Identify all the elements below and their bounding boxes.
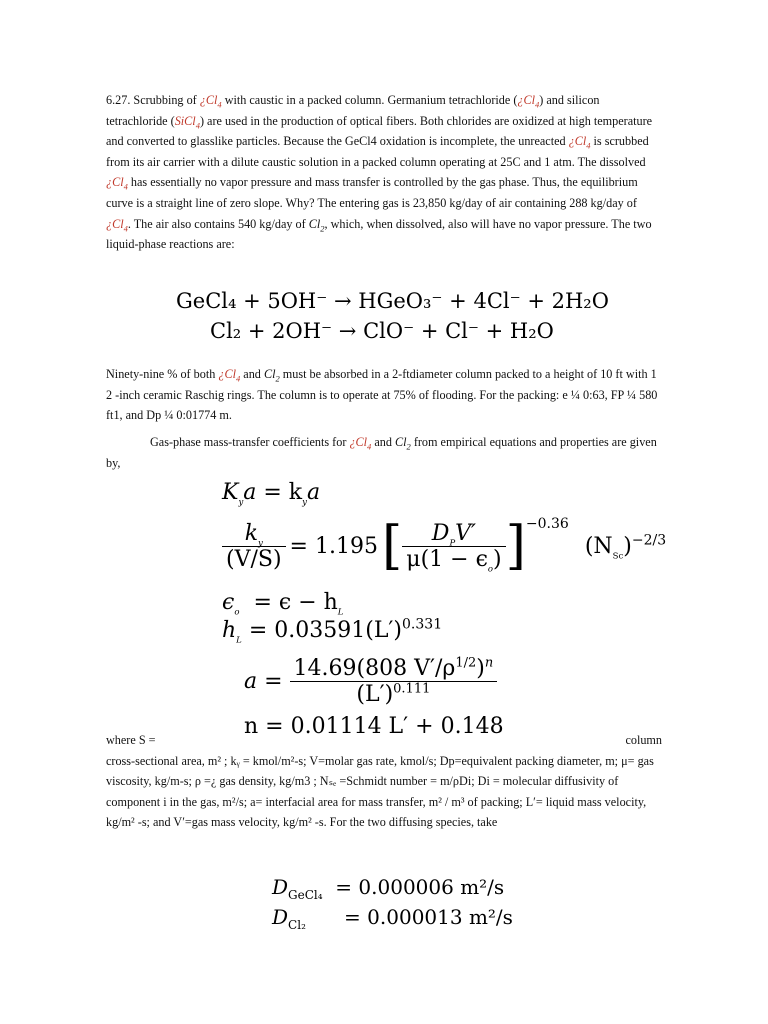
symbol: ¿$Cl_4$ [218,367,241,384]
symbol: ¿$Cl_4$ [349,435,372,452]
symbol: ¿$Cl_4$ [568,134,591,151]
diffusivity-cl2: $D_{Cl_2}$ = 0.000013 m²/s [272,905,513,932]
text: is scrubbed from its air carrier with a dilute caustic solution in a packed column operating at 25C and 1 atm. The dissolved [106,134,649,169]
equation-kya: $K_ya = k_ya$ [222,480,321,508]
symbol: $Cl_2$ [395,435,411,452]
text: and [371,435,395,449]
symbol: ¿$Cl_4$ [199,93,222,110]
symbol: ¿$Cl_4$ [106,175,128,192]
equation-a: a = $\frac{14.69(808 V'/\rho^{1/2})^n}{(L')^{0.111}}$ [222,648,666,714]
problem-statement [106,90,662,255]
text: . The air also contains 540 kg/day of [127,216,309,231]
definitions-text: cross-sectional area, m² ; kᵧ = kmol/m²-s; V=molar gas rate, kmol/s; Dp=equivalent packing diameter, m; μ= gas viscosity, kg/m-s; ρ =¿ gas density, kg/m3 ; Nₛₑ =Schmidt number = m/ρDi; Di = molecular diffusivity of component i in the gas, m²/s; a= interfacial area for mass transfer, m² / m³ of packing; L′= liquid mass velocity, kg/m² -s; and V′=gas mass velocity, kg/m² -s. For the two diffusing species, take [106,753,654,830]
symbol: SiCl$_4$ [174,113,200,131]
symbol: $Cl_2$ [308,216,325,233]
text: with caustic in a packed column. Germanium tetrachloride ( [221,93,518,107]
text: has essentially no vapor pressure and mass transfer is controlled by the gas phase. Thus, the equilibrium curve is a straight line of zero slope. Why? The entering gas is 23,850 kg/day of air containing 288 kg/day of [106,175,638,210]
text: Ninety-nine % of both [106,367,219,381]
reaction-1: GeCl₄ + 5OH⁻ → HGeO₃⁻ + 4Cl⁻ + 2H₂O [176,289,609,313]
symbol: ¿$Cl_4$ [106,216,128,233]
equation-block [222,480,666,744]
diffusivity-equations [272,872,513,932]
paragraph-coefficients [106,432,662,473]
equation-eps: $\epsilon_o = \epsilon - h_L$ [222,590,344,618]
diffusivity-gecl4: $D_{GeCl_4} = 0.000006$ m²/s [272,875,505,902]
text: from empirical equations and properties are given by, [106,435,657,470]
text: must be absorbed in a 2-ftdiameter column packed to a height of 10 ft with 1 2 -inch ceramic Raschig rings. The column is to operate at 75% of flooding. For the packing: e ¼ 0:63, FP ¼ 580 ft1, and Dp ¼ 0:01774 m. [106,367,658,423]
paragraph-definitions [106,730,662,833]
text: where S = [106,733,156,747]
reaction-equations [176,286,609,346]
where-line [106,730,662,751]
reaction-2: Cl₂ + 2OH⁻ → ClO⁻ + Cl⁻ + H₂O [210,319,554,343]
text: ) and silicon tetrachloride ( [106,93,600,128]
text: column [625,733,662,747]
text: 6.27. Scrubbing of [106,93,200,107]
text: , which, when dissolved, also will have no vapor pressure. The two liquid-phase reactions are: [106,216,652,252]
symbol: ¿$Cl_4$ [517,93,540,110]
symbol: $Cl_2$ [263,367,280,384]
text: Gas-phase mass-transfer coefficients for [150,435,350,449]
paragraph-absorption [106,364,662,426]
equation-hl: $h_L = 0.03591(L')^{0.331}$ [222,616,443,646]
text: and [240,367,264,381]
equation-ky: $\frac{k_y}{(V/S)}$ = 1.195 [ $\frac{D_PV'}{\mu(1 - \epsilon_o)}$ ] $^{-0.36}$ $(N_{Sc})^{-2/3}$ [222,510,666,582]
equation-n: n = 0.01114 L′ + 0.148 [244,714,504,739]
text: ) are used in the production of optical fibers. Both chlorides are oxidized at high temperature and converted to glasslike particles. Because the GeCl4 oxidation is incomplete, the unreacted [106,113,653,149]
